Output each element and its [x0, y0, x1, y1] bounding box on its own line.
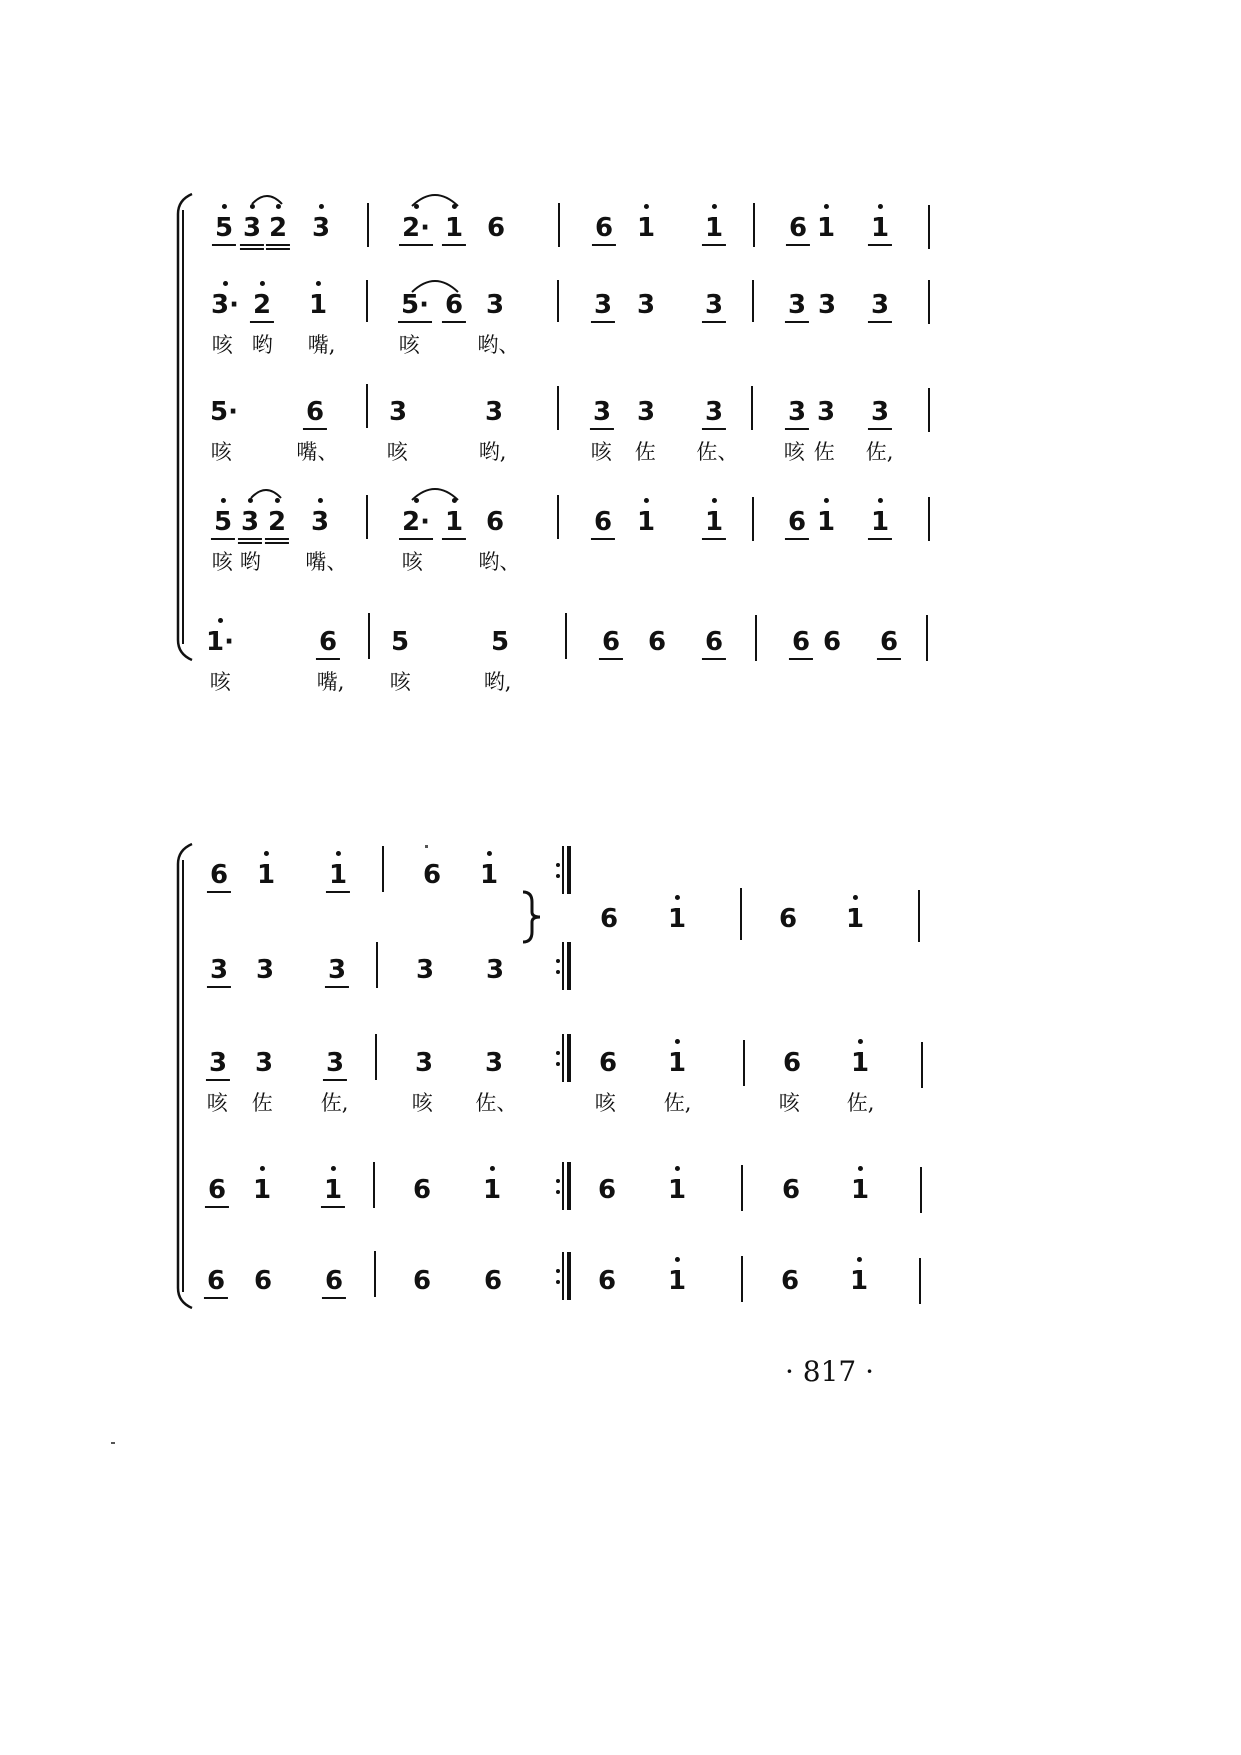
jianpu-note: 1: [871, 507, 889, 537]
jianpu-note: 3: [871, 290, 889, 320]
underline-beam: [591, 321, 615, 323]
lyric-syllable: 咳: [778, 1091, 800, 1115]
lyric-syllable: 咳: [211, 550, 233, 574]
jianpu-note: 6: [822, 627, 842, 657]
barline: [921, 1042, 923, 1088]
octave-dot: [319, 204, 324, 209]
underline-beam: [785, 538, 809, 540]
lyric-syllable: 嘴,: [307, 333, 336, 357]
underline-beam: [789, 658, 813, 660]
octave-dot: [824, 204, 829, 209]
jianpu-note: 3: [243, 213, 261, 243]
octave-dot: [218, 618, 223, 623]
lyric-syllable: 咳: [594, 1091, 616, 1115]
jianpu-note: 3: [415, 955, 435, 985]
barline: [366, 495, 368, 539]
underline-beam: [592, 244, 616, 246]
underline-beam: [442, 244, 466, 246]
octave-dot: [712, 498, 717, 503]
jianpu-note: 2·: [402, 507, 430, 537]
octave-dot: [675, 1257, 680, 1262]
lyric-syllable: 哟,: [478, 440, 507, 464]
slur-mark: [410, 274, 460, 294]
slur-mark: [410, 188, 460, 208]
octave-dot: [318, 498, 323, 503]
repeat-end-sign: [556, 1034, 572, 1082]
lyric-syllable: 咳: [411, 1091, 433, 1115]
jianpu-note: 6: [595, 213, 613, 243]
page-number: · 817 ·: [785, 1355, 875, 1388]
underline-beam: [398, 321, 432, 323]
barline: [375, 1034, 377, 1080]
jianpu-note: 1: [817, 213, 835, 243]
underline-beam: [266, 248, 290, 250]
jianpu-note: 3: [636, 290, 656, 320]
jianpu-note: 3: [788, 397, 806, 427]
jianpu-note: 6: [880, 627, 898, 657]
octave-dot: [712, 204, 717, 209]
jianpu-note: 1: [637, 213, 655, 243]
jianpu-note: 6: [306, 397, 324, 427]
underline-beam: [399, 538, 433, 540]
barline: [557, 386, 559, 430]
lyric-syllable: 咳: [398, 333, 420, 357]
barline: [753, 203, 755, 247]
barline: [741, 1165, 743, 1211]
underline-beam: [868, 321, 892, 323]
underline-beam: [785, 428, 809, 430]
jianpu-note: 1: [846, 904, 864, 934]
jianpu-note: 1: [668, 1048, 686, 1078]
jianpu-note: 3: [788, 290, 806, 320]
jianpu-note: 1·: [206, 627, 234, 657]
underline-beam: [250, 321, 274, 323]
jianpu-note: 6: [483, 1266, 503, 1296]
barline: [752, 280, 754, 322]
underline-beam: [702, 538, 726, 540]
octave-dot: [644, 204, 649, 209]
underline-beam: [326, 891, 350, 893]
octave-dot: [316, 281, 321, 286]
jianpu-note: 3: [311, 507, 329, 537]
jianpu-note: 6: [598, 1048, 618, 1078]
jianpu-note: 6: [594, 507, 612, 537]
jianpu-note: 6: [207, 1266, 225, 1296]
barline: [373, 1162, 375, 1208]
underline-beam: [238, 542, 262, 544]
jianpu-note: 2: [268, 507, 286, 537]
lyric-syllable: 佐,: [846, 1091, 875, 1115]
jianpu-note: 1: [324, 1175, 342, 1205]
barline: [928, 497, 930, 541]
jianpu-note: 1: [668, 1266, 686, 1296]
voice-brace: [520, 890, 544, 944]
barline: [368, 613, 370, 659]
jianpu-note: 5·: [210, 397, 238, 427]
octave-dot: [336, 851, 341, 856]
lyric-syllable: 咳: [209, 670, 231, 694]
barline: [376, 942, 378, 988]
jianpu-note: 5: [490, 627, 510, 657]
jianpu-note: 1: [705, 213, 723, 243]
barline: [557, 280, 559, 322]
barline: [367, 203, 369, 247]
underline-beam: [442, 538, 466, 540]
jianpu-note: 3: [255, 955, 275, 985]
jianpu-note: 6: [705, 627, 723, 657]
underline-beam: [442, 321, 466, 323]
underline-beam: [868, 428, 892, 430]
jianpu-note: 1: [253, 1175, 271, 1205]
octave-dot: [675, 895, 680, 900]
octave-dot: [223, 281, 228, 286]
jianpu-note: 1: [871, 213, 889, 243]
jianpu-note: 6: [780, 1266, 800, 1296]
jianpu-note: 5: [390, 627, 410, 657]
jianpu-note: 3: [594, 290, 612, 320]
underline-beam: [212, 244, 236, 246]
jianpu-note: 6: [486, 213, 506, 243]
lyric-syllable: 嘴、: [296, 440, 339, 464]
octave-dot: [824, 498, 829, 503]
underline-beam: [240, 244, 264, 246]
jianpu-note: 3: [484, 1048, 504, 1078]
underline-beam: [240, 248, 264, 250]
jianpu-note: 1: [257, 860, 275, 890]
underline-beam: [399, 244, 433, 246]
octave-dot: [331, 1166, 336, 1171]
jianpu-note: 6: [647, 627, 667, 657]
underline-beam: [868, 538, 892, 540]
underline-beam: [591, 538, 615, 540]
underline-beam: [265, 542, 289, 544]
jianpu-note: 3: [705, 397, 723, 427]
lyric-syllable: 咳: [206, 1091, 228, 1115]
jianpu-note: 6: [319, 627, 337, 657]
barline: [741, 1256, 743, 1302]
repeat-end-sign: [556, 1162, 572, 1210]
scan-speck: [425, 845, 428, 848]
jianpu-note: 1: [445, 213, 463, 243]
jianpu-note: 1: [637, 507, 655, 537]
jianpu-note: 6: [485, 507, 505, 537]
jianpu-note: 3: [817, 290, 837, 320]
scan-speck: [111, 1442, 115, 1444]
jianpu-note: 6: [210, 860, 228, 890]
jianpu-note: 3: [593, 397, 611, 427]
system-1-bracket: [172, 192, 198, 662]
slur-mark: [410, 482, 460, 502]
barline: [918, 890, 920, 942]
lyric-syllable: 佐,: [320, 1091, 349, 1115]
jianpu-note: 6: [789, 213, 807, 243]
underline-beam: [702, 244, 726, 246]
lyric-syllable: 咳: [389, 670, 411, 694]
barline: [928, 205, 930, 249]
jianpu-note: 3: [414, 1048, 434, 1078]
jianpu-note: 1: [851, 1175, 869, 1205]
barline: [919, 1258, 921, 1304]
jianpu-note: 6: [445, 290, 463, 320]
jianpu-note: 3: [254, 1048, 274, 1078]
underline-beam: [599, 658, 623, 660]
jianpu-note: 6: [325, 1266, 343, 1296]
barline: [557, 495, 559, 539]
underline-beam: [702, 658, 726, 660]
octave-dot: [260, 281, 265, 286]
jianpu-note: 1: [851, 1048, 869, 1078]
underline-beam: [702, 321, 726, 323]
jianpu-note: 6: [597, 1175, 617, 1205]
jianpu-note: 1: [668, 1175, 686, 1205]
jianpu-note: 6: [602, 627, 620, 657]
lyric-syllable: 佐,: [663, 1091, 692, 1115]
underline-beam: [204, 1297, 228, 1299]
jianpu-note: 1: [668, 904, 686, 934]
jianpu-note: 3: [312, 213, 330, 243]
underline-beam: [238, 538, 262, 540]
barline: [751, 386, 753, 430]
lyric-syllable: 咳: [211, 333, 233, 357]
jianpu-note: 3: [636, 397, 656, 427]
jianpu-note: 6: [782, 1048, 802, 1078]
lyric-syllable: 哟、: [477, 333, 520, 357]
barline: [382, 846, 384, 892]
lyric-syllable: 嘴、: [305, 550, 348, 574]
jianpu-note: 6: [778, 904, 798, 934]
underline-beam: [321, 1206, 345, 1208]
jianpu-note: 6: [788, 507, 806, 537]
jianpu-note: 3: [388, 397, 408, 427]
lyric-syllable: 哟: [239, 550, 261, 574]
octave-dot: [853, 895, 858, 900]
jianpu-note: 6: [208, 1175, 226, 1205]
jianpu-note: 6: [412, 1266, 432, 1296]
underline-beam: [205, 1206, 229, 1208]
jianpu-note: 2·: [402, 213, 430, 243]
lyric-syllable: 佐: [251, 1091, 273, 1115]
lyric-syllable: 佐、: [475, 1091, 518, 1115]
jianpu-note: 6: [597, 1266, 617, 1296]
jianpu-note: 6: [792, 627, 810, 657]
barline: [928, 388, 930, 432]
jianpu-note: 3: [485, 955, 505, 985]
jianpu-note: 1: [309, 290, 327, 320]
octave-dot: [858, 1166, 863, 1171]
lyric-syllable: 咳: [783, 440, 805, 464]
lyric-syllable: 咳: [210, 440, 232, 464]
jianpu-note: 3: [484, 397, 504, 427]
lyric-syllable: 咳: [401, 550, 423, 574]
underline-beam: [316, 658, 340, 660]
jianpu-note: 2: [253, 290, 271, 320]
barline: [366, 384, 368, 428]
octave-dot: [260, 1166, 265, 1171]
underline-beam: [785, 321, 809, 323]
jianpu-note: 3: [210, 955, 228, 985]
underline-beam: [325, 986, 349, 988]
jianpu-note: 3: [705, 290, 723, 320]
octave-dot: [878, 498, 883, 503]
jianpu-note: 6: [253, 1266, 273, 1296]
barline: [740, 888, 742, 940]
jianpu-note: 6: [422, 860, 442, 890]
underline-beam: [207, 891, 231, 893]
system-2-bracket: [172, 842, 198, 1310]
jianpu-note: 1: [480, 860, 498, 890]
octave-dot: [675, 1039, 680, 1044]
jianpu-note: 1: [445, 507, 463, 537]
underline-beam: [322, 1297, 346, 1299]
lyric-syllable: 佐,: [865, 440, 894, 464]
repeat-end-sign: [556, 942, 572, 990]
jianpu-note: 3: [209, 1048, 227, 1078]
jianpu-note: 1: [817, 507, 835, 537]
octave-dot: [264, 851, 269, 856]
barline: [926, 615, 928, 661]
jianpu-note: 6: [599, 904, 619, 934]
repeat-end-sign: [556, 1252, 572, 1300]
jianpu-note: 1: [705, 507, 723, 537]
underline-beam: [207, 986, 231, 988]
barline: [752, 497, 754, 541]
jianpu-note: 3: [241, 507, 259, 537]
jianpu-note: 3·: [211, 290, 239, 320]
jianpu-note: 5: [214, 507, 232, 537]
lyric-syllable: 佐: [813, 440, 835, 464]
lyric-syllable: 哟、: [478, 550, 521, 574]
jianpu-note: 6: [781, 1175, 801, 1205]
underline-beam: [206, 1079, 230, 1081]
underline-beam: [265, 538, 289, 540]
jianpu-note: 1: [850, 1266, 868, 1296]
octave-dot: [221, 498, 226, 503]
octave-dot: [858, 1039, 863, 1044]
jianpu-note: 3: [328, 955, 346, 985]
barline: [920, 1167, 922, 1213]
barline: [558, 203, 560, 247]
slur-mark: [249, 484, 283, 500]
octave-dot: [675, 1166, 680, 1171]
lyric-syllable: 咳: [590, 440, 612, 464]
lyric-syllable: 佐、: [696, 440, 739, 464]
underline-beam: [266, 244, 290, 246]
underline-beam: [877, 658, 901, 660]
jianpu-note: 2: [269, 213, 287, 243]
jianpu-note: 3: [871, 397, 889, 427]
underline-beam: [323, 1079, 347, 1081]
lyric-syllable: 佐: [634, 440, 656, 464]
lyric-syllable: 哟,: [483, 670, 512, 694]
underline-beam: [702, 428, 726, 430]
repeat-end-sign: [556, 846, 572, 894]
barline: [928, 280, 930, 324]
lyric-syllable: 哟: [251, 333, 273, 357]
barline: [743, 1040, 745, 1086]
octave-dot: [878, 204, 883, 209]
jianpu-note: 3: [816, 397, 836, 427]
octave-dot: [487, 851, 492, 856]
barline: [755, 615, 757, 661]
octave-dot: [490, 1166, 495, 1171]
barline: [565, 613, 567, 659]
underline-beam: [303, 428, 327, 430]
underline-beam: [211, 538, 235, 540]
octave-dot: [644, 498, 649, 503]
jianpu-note: 3: [485, 290, 505, 320]
jianpu-note: 1: [329, 860, 347, 890]
jianpu-note: 5: [215, 213, 233, 243]
octave-dot: [222, 204, 227, 209]
lyric-syllable: 嘴,: [316, 670, 345, 694]
slur-mark: [250, 190, 284, 206]
underline-beam: [786, 244, 810, 246]
jianpu-note: 6: [412, 1175, 432, 1205]
lyric-syllable: 咳: [386, 440, 408, 464]
barline: [366, 280, 368, 322]
underline-beam: [868, 244, 892, 246]
barline: [374, 1251, 376, 1297]
jianpu-note: 3: [326, 1048, 344, 1078]
jianpu-note: 1: [483, 1175, 501, 1205]
octave-dot: [857, 1257, 862, 1262]
jianpu-note: 5·: [401, 290, 429, 320]
underline-beam: [590, 428, 614, 430]
